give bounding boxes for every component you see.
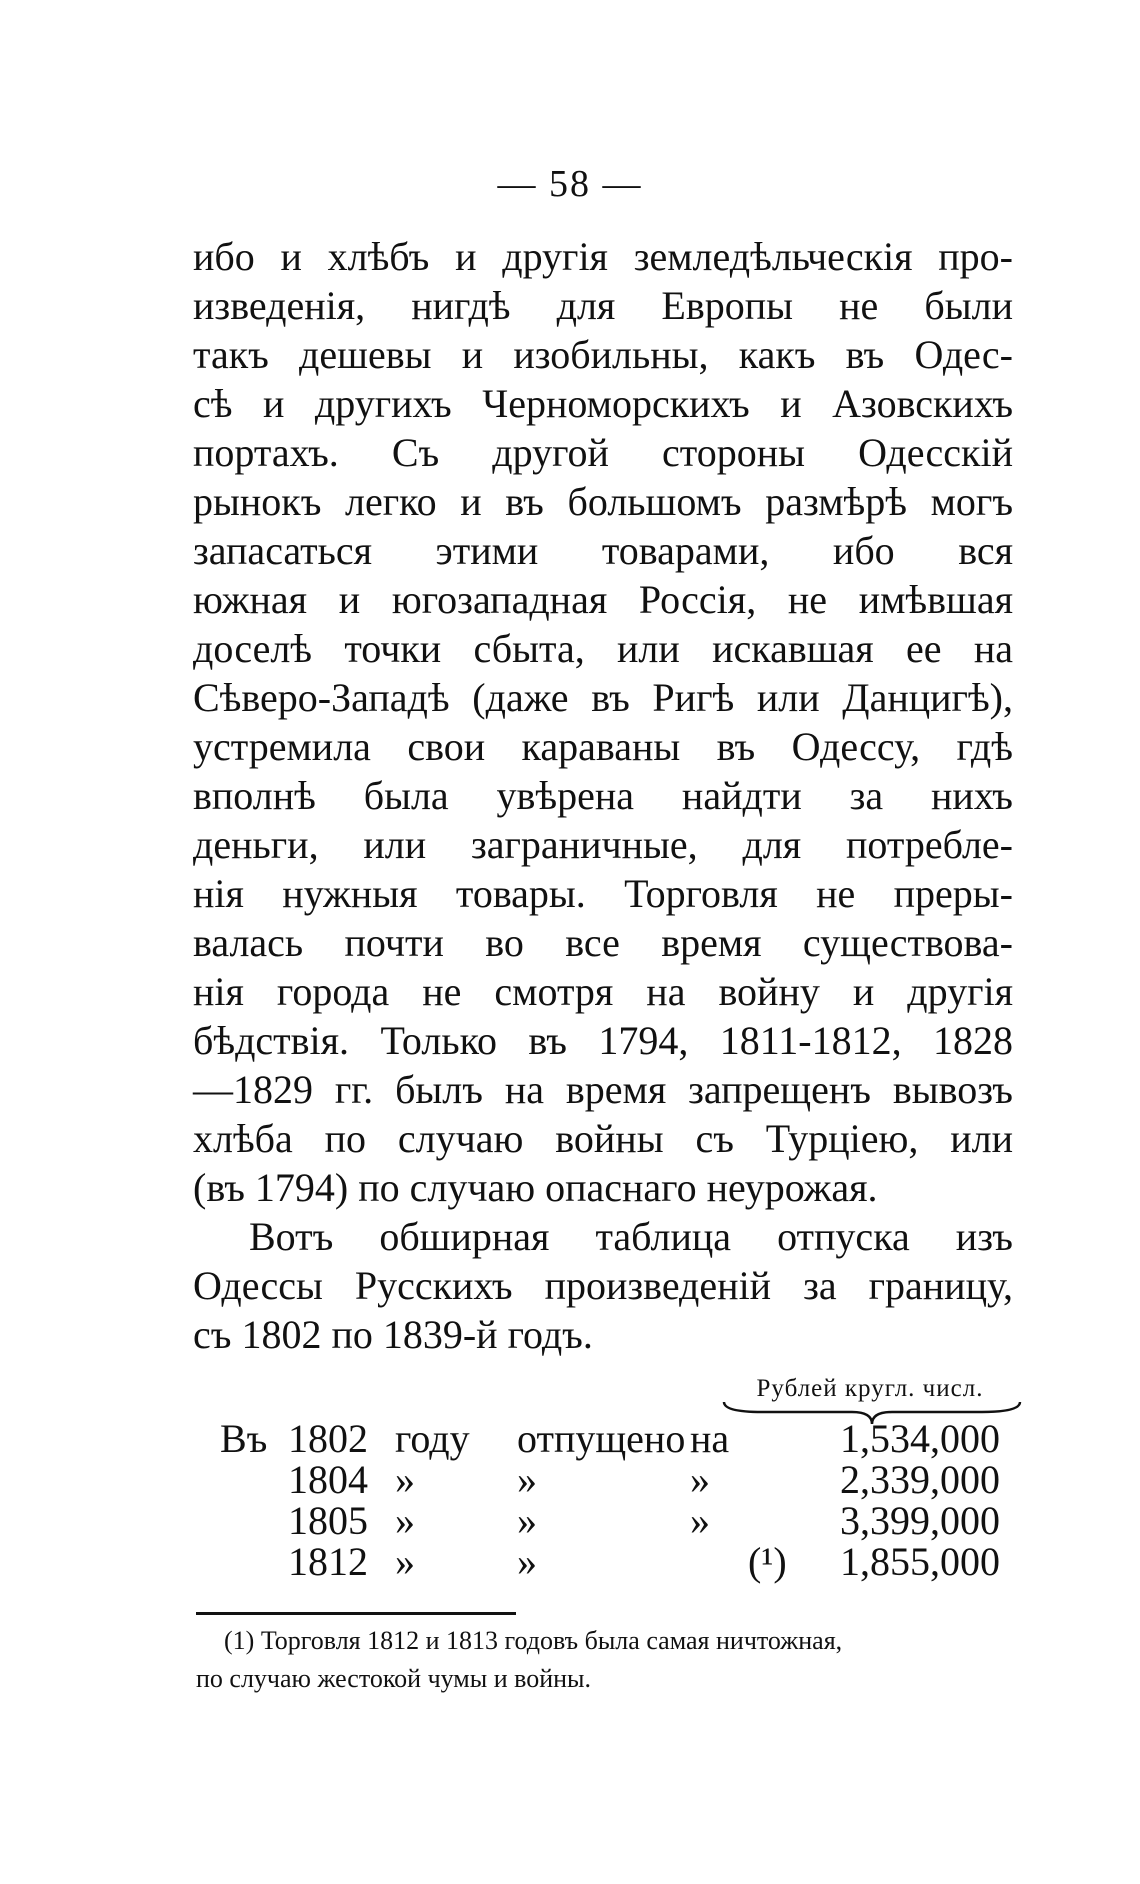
text-line: бѣдствія. Только въ 1794, 1811-1812, 1828 — [193, 1018, 1013, 1063]
row-prefix: Въ — [220, 1416, 268, 1461]
text-line: изведенія, нигдѣ для Европы не были — [193, 283, 1013, 328]
text-line: сѣ и другихъ Черноморскихъ и Азовскихъ — [193, 381, 1013, 426]
text-line: рынокъ легко и въ большомъ размѣрѣ могъ — [193, 479, 1013, 524]
text-line: южная и югозападная Россія, не имѣвшая — [193, 577, 1013, 622]
text-line: (въ 1794) по случаю опаснаго неурожая. — [193, 1165, 878, 1210]
row-year: 1804 — [288, 1457, 368, 1502]
table-row — [220, 1418, 1000, 1459]
row-note: (¹) — [748, 1539, 787, 1584]
footnote — [196, 1622, 1016, 1698]
row-word: » — [690, 1457, 710, 1502]
export-table — [220, 1418, 1000, 1582]
text-line: съ 1802 по 1839-й годъ. — [193, 1312, 593, 1357]
table-row — [220, 1541, 1000, 1582]
row-amount: 1,855,000 — [840, 1539, 1000, 1584]
text-line: портахъ. Съ другой стороны Одесскій — [193, 430, 1013, 475]
text-line: Сѣверо-Западѣ (даже въ Ригѣ или Данцигѣ), — [193, 675, 1013, 720]
footnote-line: по случаю жестокой чумы и войны. — [196, 1664, 592, 1693]
text-line: устремила свои караваны въ Одессу, гдѣ — [193, 724, 1013, 769]
table-row — [220, 1459, 1000, 1500]
text-line: хлѣба по случаю войны съ Турціею, или — [193, 1116, 1013, 1161]
table-row — [220, 1500, 1000, 1541]
text-line: деньги, или заграничные, для потребле- — [193, 822, 1013, 867]
text-line: ибо и хлѣбъ и другія земледѣльческія про- — [193, 234, 1013, 279]
row-word: на — [690, 1416, 730, 1461]
row-word: » — [517, 1457, 537, 1502]
row-word: » — [395, 1498, 415, 1543]
text-line: валась почти во все время существова- — [193, 920, 1013, 965]
row-year: 1812 — [288, 1539, 368, 1584]
text-line: нія нужныя товары. Торговля не преры- — [193, 871, 1013, 916]
text-line: доселѣ точки сбыта, или искавшая ее на — [193, 626, 1013, 671]
row-word: » — [690, 1498, 710, 1543]
row-year: 1802 — [288, 1416, 368, 1461]
row-word: » — [395, 1539, 415, 1584]
text-line: такъ дешевы и изобильны, какъ въ Одес- — [193, 332, 1013, 377]
main-text — [193, 232, 1013, 1359]
text-line: запасаться этими товарами, ибо вся — [193, 528, 1013, 573]
row-word: » — [517, 1498, 537, 1543]
text-line: Вотъ обширная таблица отпуска изъ — [249, 1214, 1013, 1259]
text-line: вполнѣ была увѣрена найдти за нихъ — [193, 773, 1013, 818]
row-amount: 2,339,000 — [840, 1457, 1000, 1502]
footnote-line: (1) Торговля 1812 и 1813 годовъ была самая ничтожная, — [224, 1626, 843, 1655]
table-column-header: Рублей кругл. числ. — [756, 1375, 984, 1402]
row-word: году — [395, 1416, 470, 1461]
row-year: 1805 — [288, 1498, 368, 1543]
row-amount: 3,399,000 — [840, 1498, 1000, 1543]
page-number: — 58 — — [497, 163, 643, 205]
row-word: отпущено — [517, 1416, 686, 1461]
row-amount: 1,534,000 — [840, 1416, 1000, 1461]
row-word: » — [395, 1457, 415, 1502]
row-word: » — [517, 1539, 537, 1584]
footnote-divider — [196, 1612, 516, 1615]
text-line: нія города не смотря на войну и другія — [193, 969, 1013, 1014]
text-line: Одессы Русскихъ произведеній за границу, — [193, 1263, 1013, 1308]
text-line: —1829 гг. былъ на время запрещенъ вывозъ — [193, 1067, 1013, 1112]
